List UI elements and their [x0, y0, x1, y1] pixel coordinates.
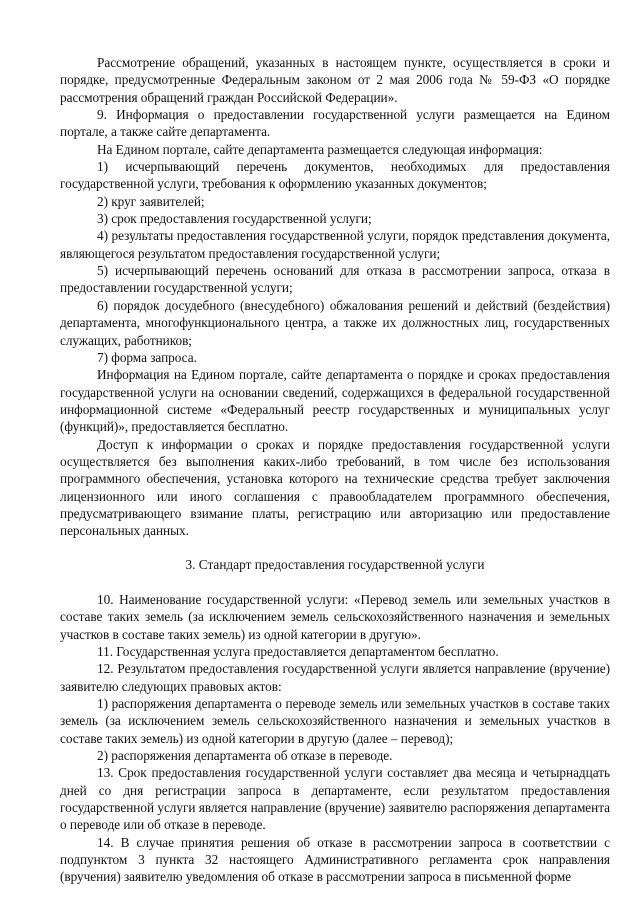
paragraph-9-lead: На Едином портале, сайте департамента размещается следующая информация:: [97, 141, 543, 157]
list-item-9-2: 2) круг заявителей;: [97, 193, 205, 209]
paragraph-9: 9. Информация о предоставлении государственной услуги размещается на Едином портале, а также сайте департамента.: [60, 107, 610, 140]
paragraph-12: 12. Результатом предоставления государственной услуги является направление (вручение) заявителю следующих правовых актов:: [60, 661, 610, 694]
list-item-9-7: 7) форма запроса.: [97, 349, 197, 365]
list-item-9-4: 4) результаты предоставления государственной услуги, порядок представления документа, являющегося результатом предоставления государственной услуги;: [60, 228, 610, 261]
section-3-title: 3. Стандарт предоставления государственной услуги: [185, 556, 485, 572]
paragraph-info: Информация на Едином портале, сайте департамента о порядке и сроках предоставления государственной услуги на основании сведений, содержащихся в федеральной государственной информационной системе «Федеральный реестр государственных и муниципальных услуг (функций)», предоставляется бесплатно.: [60, 367, 610, 435]
list-item-9-1: 1) исчерпывающий перечень документов, необходимых для предоставления государственной услуги, требования к оформлению указанных документов;: [60, 159, 610, 192]
list-item-12-1: 1) распоряжения департамента о переводе земель или земельных участков в составе таких земель (за исключением земель сельскохозяйственного назначения и земельных участков в составе таких земель) из одной категории в другую (далее – перевод);: [60, 696, 610, 746]
paragraph-intro: Рассмотрение обращений, указанных в настоящем пункте, осуществляется в сроки и порядке, предусмотренные Федеральным законом от 2 мая 2006 года № 59-ФЗ «О порядке рассмотрения обращений граждан Российской Федерации».: [60, 55, 610, 105]
paragraph-access: Доступ к информации о сроках и порядке предоставления государственной услуги осуществляется без выполнения каких-либо требований, в том числе без использования программного обеспечения, установка которого на технические средства требует заключения лицензионного или иного соглашения с правообладателем программного обеспечения, предусматривающего взимание платы, регистрацию или авторизацию или предоставление персональных данных.: [60, 436, 610, 539]
document-page: [60, 54, 610, 886]
list-item-9-6: 6) порядок досудебного (внесудебного) обжалования решений и действий (бездействия) департамента, многофункционального центра, а также их должностных лиц, государственных служащих, работников;: [60, 297, 610, 348]
list-item-9-3: 3) срок предоставления государственной услуги;: [97, 211, 372, 227]
list-item-12-2: 2) распоряжения департамента об отказе в переводе.: [97, 748, 393, 764]
paragraph-14: 14. В случае принятия решения об отказе в рассмотрении запроса в соответствии с подпунктом 3 пункта 32 настоящего Административного регламента срок направления (вручения) заявителю уведомления об отказе в рассмотрении запроса в письменной форме: [60, 834, 610, 885]
list-item-9-5: 5) исчерпывающий перечень оснований для отказа в рассмотрении запроса, отказа в предоставлении государственной услуги;: [60, 263, 610, 296]
paragraph-10: 10. Наименование государственной услуги: «Перевод земель или земельных участков в составе таких земель (за исключением земель сельскохозяйственного назначения и земельных участков в составе таких земель) из одной категории в другую».: [60, 591, 610, 642]
paragraph-11: 11. Государственная услуга предоставляется департаментом бесплатно.: [97, 644, 499, 659]
paragraph-13: 13. Срок предоставления государственной услуги составляет два месяца и четырнадцать дней со дня регистрации запроса в департаменте, если результатом предоставления государственной услуги является направление (вручение) заявителю распоряжения департамента о переводе или об отказе в переводе.: [60, 765, 610, 833]
